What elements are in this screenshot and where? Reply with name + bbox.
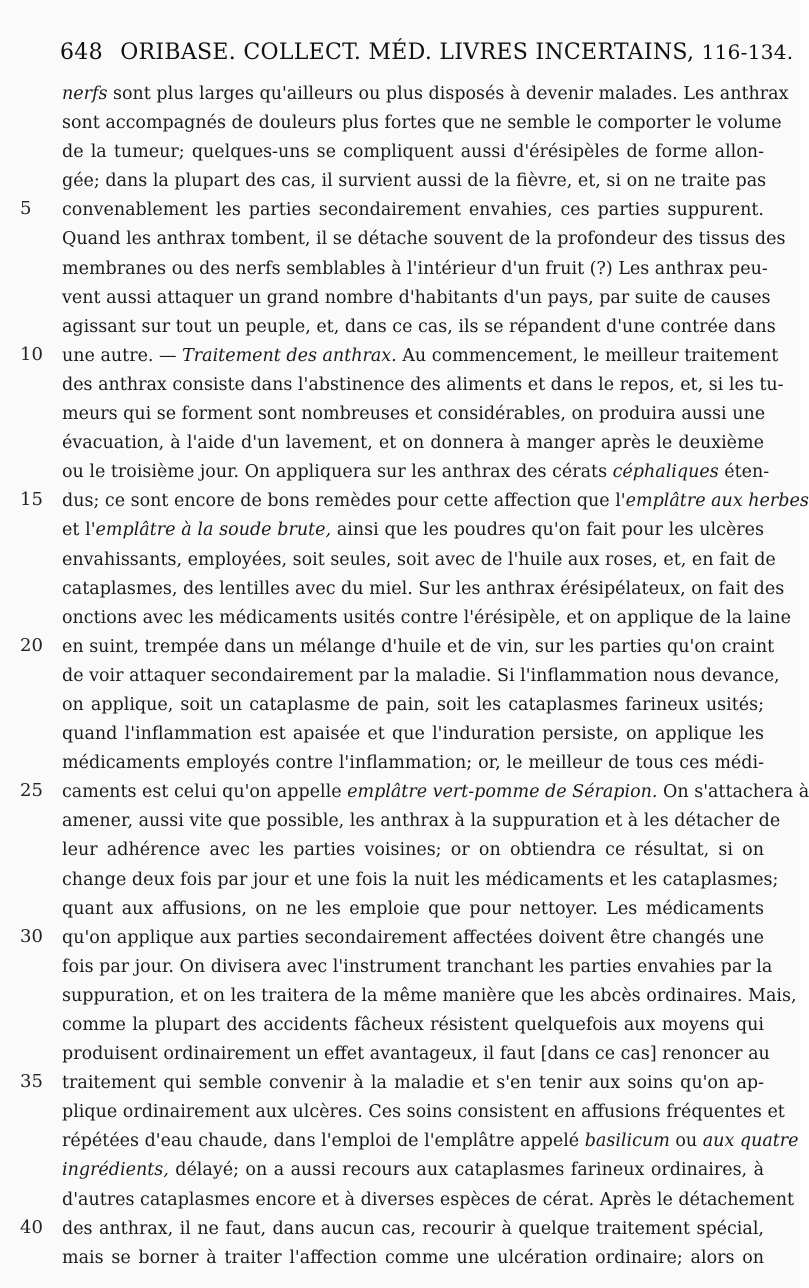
text-segment: délayé; on a aussi recours aux cataplasmes farineux ordinaires, à <box>168 1160 764 1181</box>
text-segment: des anthrax, il ne faut, dans aucun cas, recourir à quelque traitement spécial, <box>62 1218 764 1239</box>
text-line <box>0 546 800 575</box>
line-text <box>62 868 779 892</box>
line-text <box>62 1013 764 1037</box>
text-line <box>0 604 800 633</box>
line-text <box>62 722 764 746</box>
italic-segment: céphaliques <box>612 462 719 483</box>
italic-segment: emplâtre vert-pomme de Sérapion. <box>347 782 658 803</box>
text-segment: vent aussi attaquer un grand nombre d'habitants d'un pays, par suite de causes <box>62 287 771 308</box>
line-text <box>62 431 764 455</box>
line-text <box>62 780 809 804</box>
text-segment: traitement qui semble convenir à la maladie et s'en tenir aux soins qu'on ap- <box>62 1073 764 1094</box>
text-line <box>0 1186 800 1215</box>
text-segment: Quand les anthrax tombent, il se détache souvent de la profondeur des tissus des <box>62 229 786 250</box>
line-number: 10 <box>20 343 43 365</box>
text-line <box>0 749 800 778</box>
italic-segment: aux quatre <box>702 1131 799 1152</box>
text-segment: des anthrax consiste dans l'abstinence des aliments et dans le repos, et, si les tu- <box>62 374 784 395</box>
line-text <box>62 257 768 281</box>
line-number: 30 <box>20 925 43 947</box>
text-segment: amener, aussi vite que possible, les anthrax à la suppuration et à les détacher de <box>62 811 781 832</box>
text-segment: ou <box>669 1131 703 1152</box>
line-number: 20 <box>20 634 43 656</box>
text-line <box>0 371 800 400</box>
line-number: 25 <box>20 780 43 802</box>
text-segment: dus; ce sont encore de bons remèdes pour cette affection que l' <box>62 491 626 512</box>
text-segment: convenablement les parties secondairement envahies, ces parties suppurent. <box>62 200 764 221</box>
text-segment: répétées d'eau chaude, dans l'emploi de l'emplâtre appelé <box>62 1131 585 1152</box>
text-segment: meurs qui se forment sont nombreuses et considérables, on produira aussi une <box>62 404 766 425</box>
text-segment: fois par jour. On divisera avec l'instrument tranchant les parties envahies par la <box>62 956 773 977</box>
line-text <box>62 606 792 630</box>
italic-segment: Traitement des anthrax. <box>182 345 397 366</box>
text-line <box>0 836 800 865</box>
text-line <box>0 167 800 196</box>
line-text <box>62 1042 770 1066</box>
line-text <box>62 664 780 688</box>
line-text <box>62 198 764 222</box>
text-line <box>0 487 809 516</box>
line-text <box>62 518 764 542</box>
line-text <box>62 286 771 310</box>
text-line <box>0 953 800 982</box>
text-segment: et l' <box>62 520 96 541</box>
text-segment: évacuation, à l'aide d'un lavement, et on donnera à manger après le deuxième <box>62 433 764 454</box>
line-text <box>62 984 797 1008</box>
italic-segment: basilicum <box>584 1131 670 1152</box>
text-segment: quand l'inflammation est apaisée et que l'induration persiste, on applique les <box>62 724 764 745</box>
text-segment: ainsi que les poudres qu'on fait pour les ulcères <box>331 520 765 541</box>
line-text <box>62 809 781 833</box>
text-segment: Au commencement, le meilleur traitement <box>396 345 779 366</box>
text-segment: agissant sur tout un peuple, et, dans ce cas, ils se répandent d'une contrée dans <box>62 316 776 337</box>
text-line <box>0 1098 800 1127</box>
page-number: 648 <box>60 40 103 65</box>
line-text <box>62 926 764 950</box>
line-text <box>62 693 764 717</box>
line-text <box>62 402 764 426</box>
text-segment: change deux fois par jour et une fois la nuit les médicaments et les cataplasmes; <box>62 869 779 890</box>
text-line <box>0 691 800 720</box>
line-text <box>62 140 764 164</box>
text-line <box>0 342 800 371</box>
line-text <box>62 82 789 106</box>
text-segment: caments est celui qu'on appelle <box>62 782 348 803</box>
text-line <box>0 633 800 662</box>
line-text <box>62 1129 799 1153</box>
text-segment: quant aux affusions, on ne les emploie que pour nettoyer. Les médicaments <box>62 898 764 919</box>
line-text <box>62 838 764 862</box>
line-text <box>62 460 770 484</box>
line-number: 35 <box>20 1071 43 1093</box>
text-segment: d'autres cataplasmes encore et à diverses espèces de cérat. Après le détachement <box>62 1189 795 1210</box>
italic-segment: emplâtre à la soude brute, <box>95 520 332 541</box>
text-segment: éten- <box>718 462 770 483</box>
line-text <box>62 1158 764 1182</box>
line-text <box>62 1188 795 1212</box>
text-line <box>0 662 800 691</box>
line-text <box>62 227 786 251</box>
text-line <box>0 807 800 836</box>
text-segment: onctions avec les médicaments usités contre l'érésipèle, et on applique de la laine <box>62 607 792 628</box>
line-text <box>62 111 782 135</box>
text-line <box>0 1127 800 1156</box>
text-line <box>0 109 800 138</box>
text-segment: suppuration, et on les traitera de la même manière que les abcès ordinaires. Mais, <box>62 985 797 1006</box>
line-text <box>62 635 775 659</box>
text-line <box>0 225 800 254</box>
running-title: ORIBASE. COLLECT. MÉD. LIVRES INCERTAINS, <box>120 40 695 65</box>
text-segment: comme la plupart des accidents fâcheux résistent quelquefois aux moyens qui <box>62 1015 764 1035</box>
text-line <box>0 982 800 1011</box>
text-segment: de voir attaquer secondairement par la maladie. Si l'inflammation nous devance, <box>62 665 780 686</box>
chapter-range: 116-134. <box>701 40 794 64</box>
text-segment: en suint, trempée dans un mélange d'huile et de vin, sur les parties qu'on craint <box>62 636 775 657</box>
line-text <box>62 344 779 368</box>
text-line <box>0 924 800 953</box>
line-text <box>62 548 776 572</box>
text-segment: On s'attachera à <box>657 782 809 803</box>
line-number: 40 <box>20 1216 43 1238</box>
text-line <box>0 1040 800 1069</box>
line-text <box>62 751 764 775</box>
line-text <box>62 577 785 601</box>
italic-segment: ingrédients, <box>62 1160 169 1181</box>
text-line <box>0 255 800 284</box>
line-text <box>62 1217 764 1241</box>
text-line <box>0 1156 800 1185</box>
text-segment: plique ordinairement aux ulcères. Ces soins consistent en affusions fréquentes et <box>62 1102 785 1123</box>
text-segment: ou le troisième jour. On appliquera sur les anthrax des cérats <box>62 462 613 483</box>
line-text <box>62 1246 764 1270</box>
text-line <box>0 138 800 167</box>
text-segment: on applique, soit un cataplasme de pain, soit les cataplasmes farineux usités; <box>62 694 764 715</box>
text-segment: une autre. — <box>62 345 183 366</box>
text-line <box>0 429 800 458</box>
text-segment: médicaments employés contre l'inflammation; or, le meilleur de tous ces médi- <box>62 753 764 774</box>
italic-segment: emplâtre aux herbes <box>625 491 809 512</box>
text-line <box>0 1011 800 1040</box>
line-text <box>62 315 776 339</box>
line-text <box>62 373 784 397</box>
text-line <box>0 1215 800 1244</box>
text-segment: sont plus larges qu'ailleurs ou plus disposés à devenir malades. Les anthrax <box>107 84 789 104</box>
text-segment: produisent ordinairement un effet avantageux, il faut [dans ce cas] renoncer au <box>62 1044 770 1065</box>
text-segment: cataplasmes, des lentilles avec du miel. Sur les anthrax érésipélateux, on fait des <box>62 578 785 599</box>
text-line <box>0 1244 800 1273</box>
text-line <box>0 284 800 313</box>
text-line <box>0 720 800 749</box>
text-line <box>0 866 800 895</box>
text-line <box>0 778 809 807</box>
text-segment: gée; dans la plupart des cas, il survient aussi de la fièvre, et, si on ne traite pas <box>62 171 767 192</box>
line-number: 15 <box>20 489 43 511</box>
text-line <box>0 575 800 604</box>
line-text <box>62 955 773 979</box>
text-line <box>0 80 800 109</box>
text-line <box>0 196 800 225</box>
line-text <box>62 897 764 921</box>
text-line <box>0 895 800 924</box>
line-text <box>62 169 767 193</box>
text-segment: leur adhérence avec les parties voisines; or on obtiendra ce résultat, si on <box>62 840 764 861</box>
text-line <box>0 516 800 545</box>
text-segment: sont accompagnés de douleurs plus fortes que ne semble le comporter le volume <box>62 113 782 134</box>
body-text <box>0 80 809 1273</box>
line-text <box>62 1100 785 1124</box>
line-number: 5 <box>20 198 32 220</box>
text-line <box>0 458 800 487</box>
text-segment: mais se borner à traiter l'affection comme une ulcération ordinaire; alors on <box>62 1247 764 1268</box>
italic-segment: nerfs <box>62 84 108 104</box>
text-line <box>0 1069 800 1098</box>
text-segment: de la tumeur; quelques-uns se compliquent aussi d'érésipèles de forme allon- <box>62 142 764 163</box>
text-line <box>0 313 800 342</box>
line-text <box>62 1071 764 1095</box>
text-line <box>0 400 800 429</box>
text-segment: membranes ou des nerfs semblables à l'intérieur d'un fruit (?) Les anthrax peu- <box>62 258 768 279</box>
text-segment: qu'on applique aux parties secondairement affectées doivent être changés une <box>62 927 764 948</box>
running-head <box>60 40 794 65</box>
line-text <box>62 489 809 513</box>
text-segment: envahissants, employées, soit seules, soit avec de l'huile aux roses, et, en fait de <box>62 549 776 570</box>
